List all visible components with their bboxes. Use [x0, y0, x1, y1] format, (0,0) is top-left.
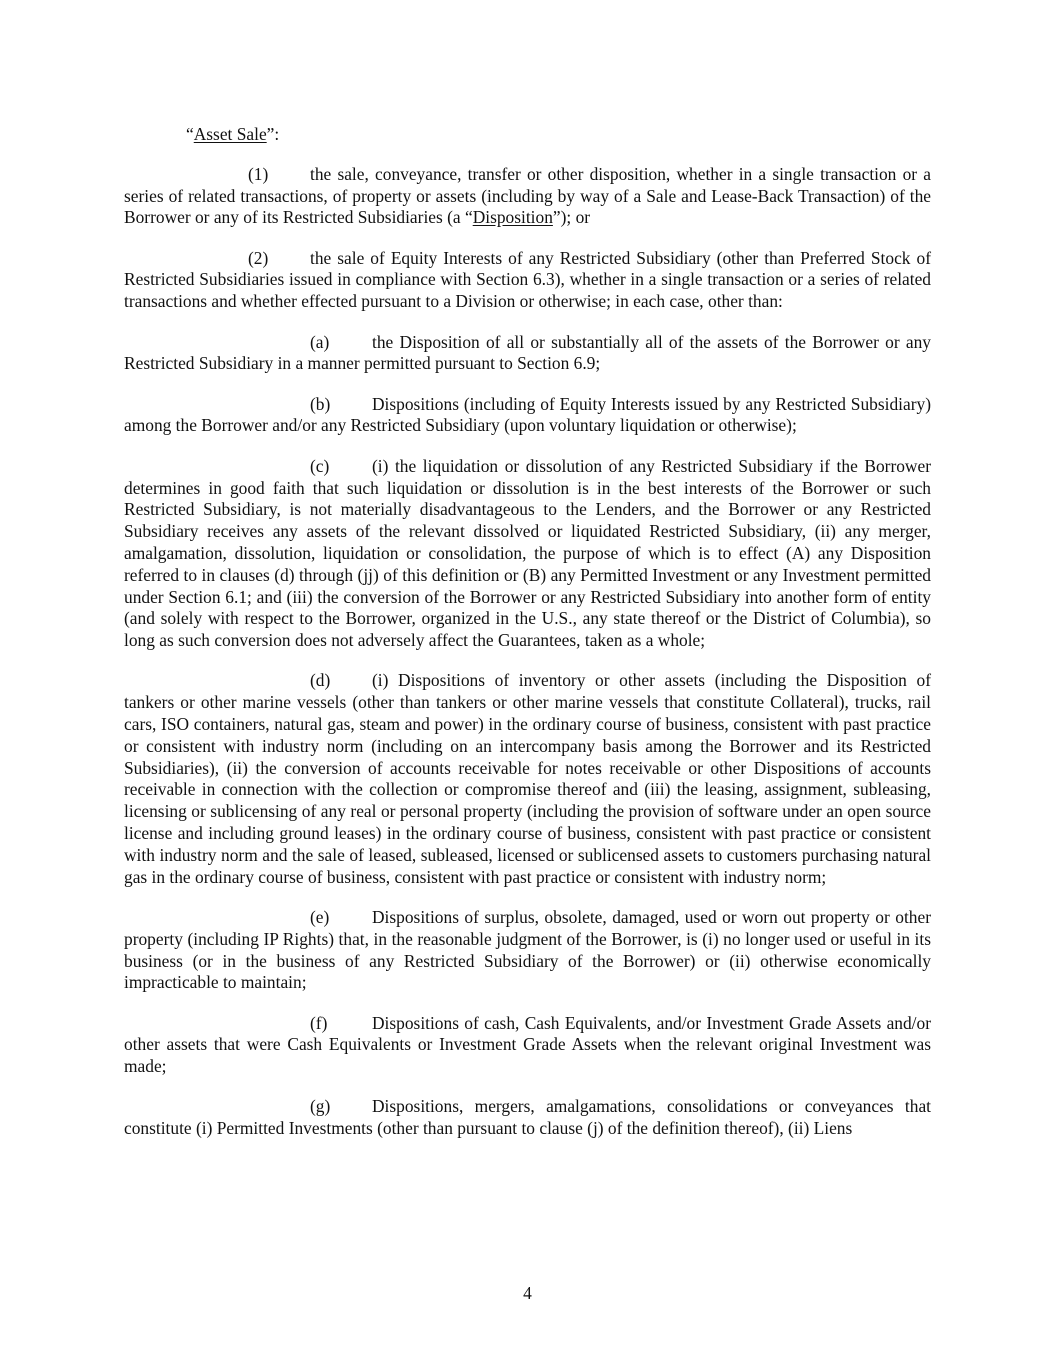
- subclause-g: [124, 1096, 931, 1140]
- subclause-number: (b): [310, 393, 331, 414]
- subclause-text: Dispositions of cash, Cash Equivalents, and/or Investment Grade Assets and/or other assets that were Cash Equivalents or Investment Grade Assets when the relevant original Investment was made;: [124, 1012, 931, 1077]
- page-number: 4: [523, 1283, 532, 1303]
- subclause-a: [124, 332, 931, 376]
- defined-term-asset-sale: Asset Sale: [193, 124, 267, 144]
- subclause-text: Dispositions of surplus, obsolete, damaged, used or worn out property or other property (including IP Rights) that, in the reasonable judgment of the Borrower, is (i) no longer used or useful in its business (or in the business of any Restricted Subsidiary of the Borrower) or (ii) otherwise economically impracticable to maintain;: [124, 906, 931, 993]
- subclause-f: [124, 1013, 931, 1078]
- subclause-number: (d): [310, 670, 331, 691]
- defined-term-disposition: Disposition: [472, 207, 553, 228]
- heading-close: ”:: [266, 124, 280, 144]
- subclause-d: [124, 670, 931, 888]
- subclause-text: Dispositions, mergers, amalgamations, consolidations or conveyances that constitute (i) Permitted Investments (other than pursuant to clause (j) of the definition thereof), (ii) Liens: [124, 1096, 931, 1139]
- subclause-number: (e): [310, 906, 330, 927]
- clause-1: [124, 164, 931, 229]
- subclause-text: the Disposition of all or substantially all of the assets of the Borrower or any Restricted Subsidiary in a manner permitted pursuant to Section 6.9;: [124, 331, 931, 374]
- document-page: [124, 124, 931, 1140]
- subclause-number: (f): [310, 1012, 328, 1033]
- subclause-number: (c): [310, 455, 330, 476]
- clause-text: the sale of Equity Interests of any Restricted Subsidiary (other than Preferred Stock of Restricted Subsidiaries issued in compliance with Section 6.3), whether in a single transaction or a series of related transactions and whether effected pursuant to a Division or otherwise; in each case, other than:: [124, 247, 931, 312]
- subclause-text: (i) Dispositions of inventory or other assets (including the Disposition of tankers or other marine vessels (other than tankers or other marine vessels that constitute Collateral), trucks, rail cars, ISO containers, natural gas, steam and power) in the ordinary course of business, consistent with past practice or consistent with industry norm (including on an intercompany basis among the Borrower and its Restricted Subsidiaries), (ii) the conversion of accounts receivable for notes receivable or other Dispositions of accounts receivable in connection with the collection or compromise thereof and (iii) the leasing, assignment, subleasing, licensing or sublicensing of any real or personal property (including the provision of software under an open source license and including ground leases) in the ordinary course of business, consistent with past practice or consistent with industry norm and the sale of leased, subleased, licensed or sublicensed assets to customers purchasing natural gas in the ordinary course of business, consistent with past practice or consistent with industry norm;: [124, 670, 931, 887]
- definition-heading: [124, 124, 931, 146]
- clause-number: (1): [248, 163, 269, 184]
- subclause-text: (i) the liquidation or dissolution of any Restricted Subsidiary if the Borrower determines in good faith that such liquidation or dissolution is in the best interests of the Borrower or such Restricted Subsidiary, is not materially disadvantageous to the Lenders, and the Borrower or any Restricted Subsidiary receives any assets of the relevant dissolved or liquidated Restricted Subsidiary, (ii) any merger, amalgamation, dissolution, liquidation or consolidation, the purpose of which is to effect (A) any Disposition referred to in clauses (d) through (jj) of this definition or (B) any Permitted Investment or any Investment permitted under Section 6.1; and (iii) the conversion of the Borrower or any Restricted Subsidiary into another form of entity (and solely with respect to the Borrower, organized in the U.S., any state thereof or the District of Columbia), so long as such conversion does not adversely affect the Guarantees, taken as a whole;: [124, 455, 931, 651]
- clause-text-end: ”); or: [552, 207, 591, 228]
- subclause-text: Dispositions (including of Equity Interests issued by any Restricted Subsidiary) among the Borrower and/or any Restricted Subsidiary (upon voluntary liquidation or otherwise);: [124, 393, 931, 436]
- clause-2: [124, 248, 931, 313]
- subclause-e: [124, 907, 931, 994]
- subclause-number: (a): [310, 331, 330, 352]
- subclause-c: [124, 456, 931, 652]
- clause-text: the sale, conveyance, transfer or other disposition, whether in a single transaction or a series of related transactions, of property or assets (including by way of a Sale and Lease-Back Transaction) of the Borrower or any of its Restricted Subsidiaries (a “: [124, 163, 931, 228]
- subclause-b: [124, 394, 931, 438]
- clause-number: (2): [248, 247, 269, 268]
- subclause-number: (g): [310, 1096, 331, 1117]
- heading-open-quote: “: [186, 124, 194, 144]
